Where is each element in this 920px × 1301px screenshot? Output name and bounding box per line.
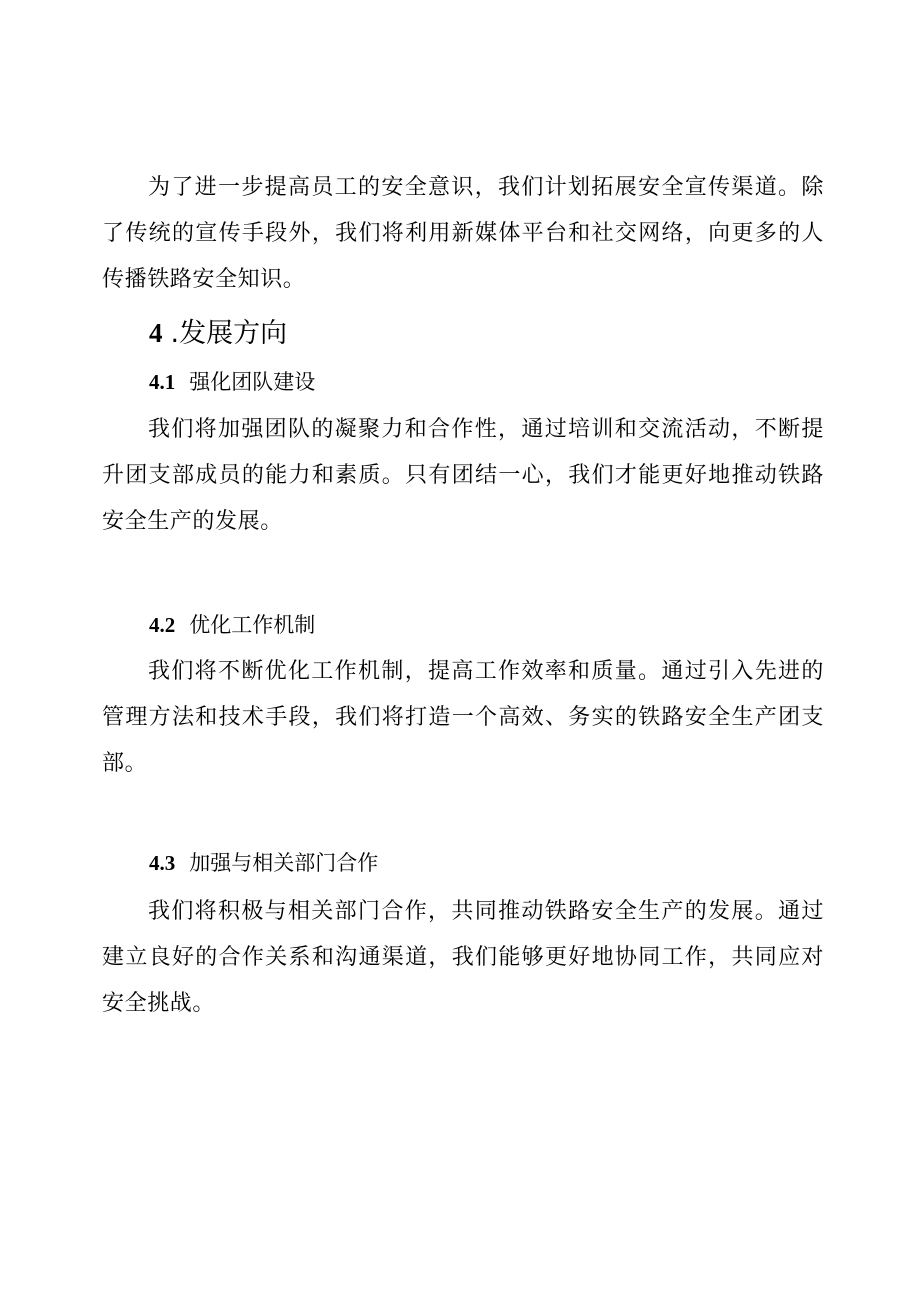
section-number: 4 xyxy=(149,318,163,348)
subsection-heading-4-2 xyxy=(149,610,315,640)
section-heading xyxy=(149,315,287,352)
subsection-title: 优化工作机制 xyxy=(189,613,316,637)
subsection-heading-4-1 xyxy=(149,367,315,397)
intro-paragraph: 为了进一步提高员工的安全意识，我们计划拓展安全宣传渠道。除了传统的宣传手段外，我们将利用新媒体平台和社交网络，向更多的人传播铁路安全知识。 xyxy=(102,175,824,292)
subsection-paragraph-4-1: 我们将加强团队的凝聚力和合作性，通过培训和交流活动，不断提升团支部成员的能力和素质。只有团结一心，我们才能更好地推动铁路安全生产的发展。 xyxy=(102,417,824,534)
subsection-number: 4.2 xyxy=(149,613,176,637)
subsection-title: 加强与相关部门合作 xyxy=(189,851,379,875)
subsection-number: 4.1 xyxy=(149,370,176,394)
section-title: .发展方向 xyxy=(170,318,288,349)
subsection-title: 强化团队建设 xyxy=(189,370,316,394)
subsection-paragraph-4-3: 我们将积极与相关部门合作，共同推动铁路安全生产的发展。通过建立良好的合作关系和沟通渠道，我们能够更好地协同工作，共同应对安全挑战。 xyxy=(102,899,824,1016)
subsection-heading-4-3 xyxy=(149,848,378,878)
subsection-number: 4.3 xyxy=(149,851,176,875)
subsection-paragraph-4-2: 我们将不断优化工作机制，提高工作效率和质量。通过引入先进的管理方法和技术手段，我们将打造一个高效、务实的铁路安全生产团支部。 xyxy=(102,659,824,776)
